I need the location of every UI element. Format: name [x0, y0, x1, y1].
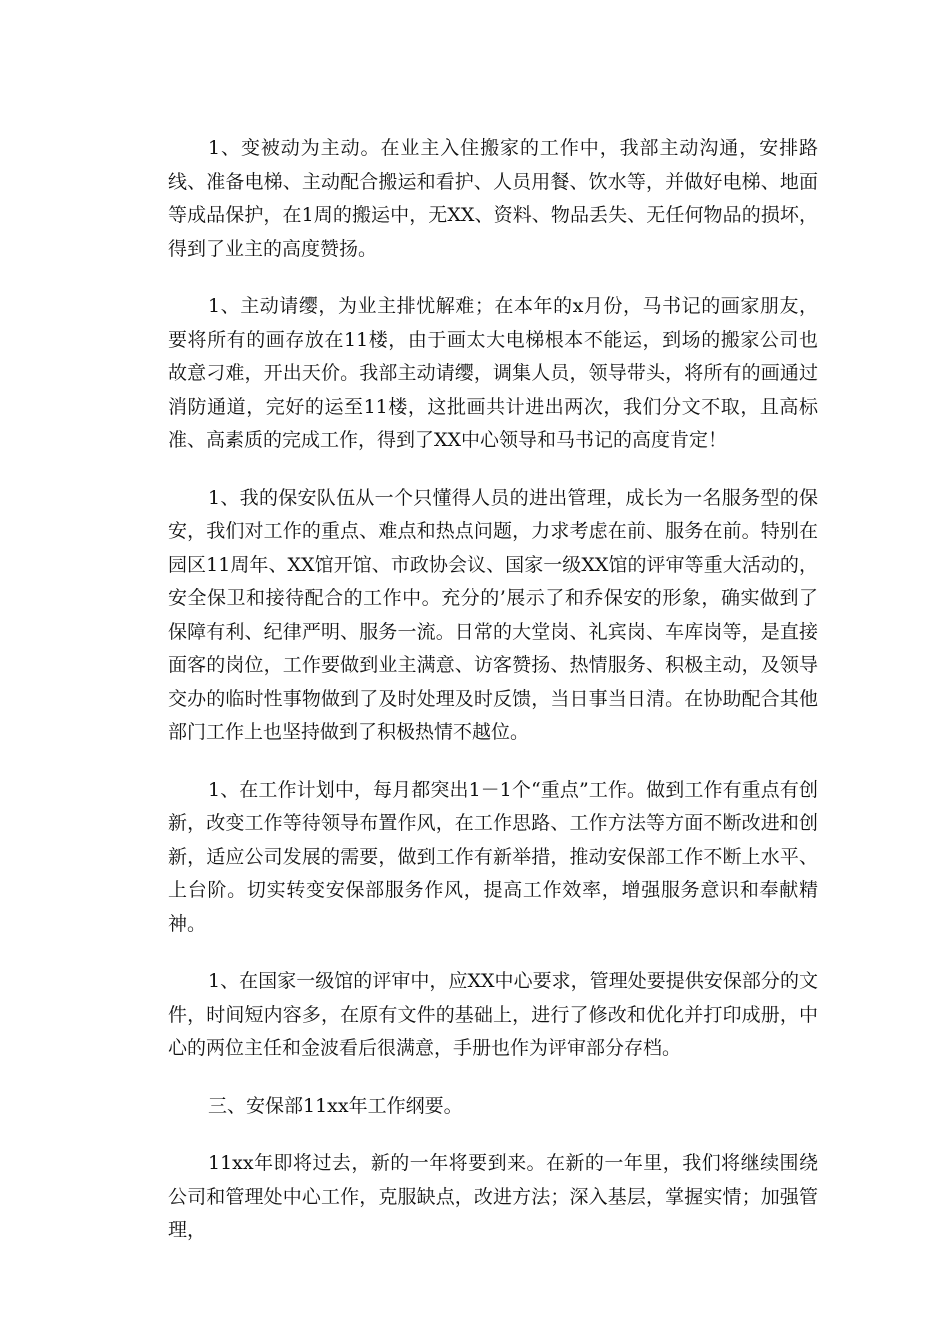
section-heading: 三、安保部11xx年工作纲要。: [208, 1094, 463, 1117]
paragraph-security-team: 1、我的保安队伍从一个只懂得人员的进出管理，成长为一名服务型的保安，我们对工作的重点、难点和热点问题，力求考虑在前、服务在前。特别在园区11周年、XX馆开馆、市政协会议、国家一级XX馆的评审等重大活动的，安全保卫和接待配合的工作中。充分的’展示了和乔保安的形象，确实做到了保障有利、纪律严明、服务一流。日常的大堂岗、礼宾岗、车库岗等，是直接面客的岗位，工作要做到业主满意、访客赞扬、热情服务、积极主动，及领导交办的临时性事物做到了及时处理及时反馈，当日事当日清。在协助配合其他部门工作上也坚持做到了积极热情不越位。: [168, 486, 818, 743]
paragraph-next-year: 11xx年即将过去，新的一年将要到来。在新的一年里，我们将继续围绕公司和管理处中心工作，克服缺点，改进方法；深入基层，掌握实情；加强管理，: [168, 1152, 818, 1241]
document-body: [168, 132, 818, 1272]
paragraph-museum-review: 1、在国家一级馆的评审中，应XX中心要求，管理处要提供安保部分的文件，时间短内容多，在原有文件的基础上，进行了修改和优化并打印成册，中心的两位主任和金波看后很满意，手册也作为评审部分存档。: [168, 970, 818, 1059]
paragraph-move-in-service: 1、变被动为主动。在业主入住搬家的工作中，我部主动沟通，安排路线、准备电梯、主动配合搬运和看护、人员用餐、饮水等，并做好电梯、地面等成品保护，在1周的搬运中，无XX、资料、物品丢失、无任何物品的损坏，得到了业主的高度赞扬。: [168, 137, 818, 260]
paragraph-painting-transport: 1、主动请缨，为业主排忧解难；在本年的x月份，马书记的画家朋友，要将所有的画存放在11楼，由于画太大电梯根本不能运，到场的搬家公司也故意刁难，开出天价。我部主动请缨，调集人员，领导带头，将所有的画通过消防通道，完好的运至11楼，这批画共计进出两次，我们分文不取，且高标准、高素质的完成工作，得到了XX中心领导和马书记的高度肯定！: [168, 295, 818, 451]
paragraph-work-plan: 1、在工作计划中，每月都突出1－1个“重点”工作。做到工作有重点有创新，改变工作等待领导布置作风，在工作思路、工作方法等方面不断改进和创新，适应公司发展的需要，做到工作有新举措，推动安保部工作不断上水平、上台阶。切实转变安保部服务作风，提高工作效率，增强服务意识和奉献精神。: [168, 778, 818, 935]
